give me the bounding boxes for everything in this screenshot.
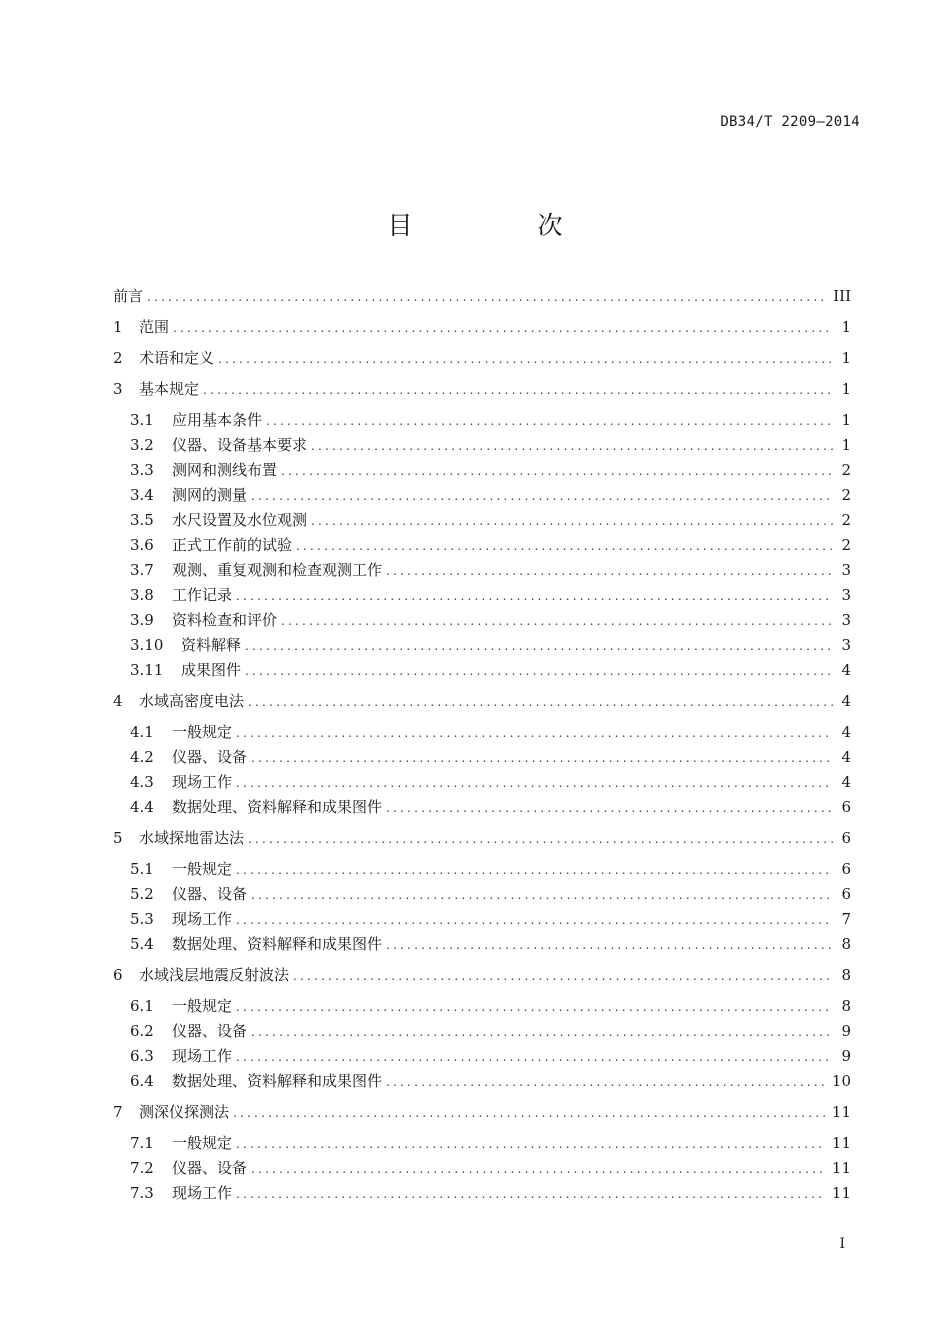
toc-entry-number: 7.2 — [130, 1159, 154, 1177]
toc-entry-label: 现场工作 — [172, 1184, 233, 1202]
toc-entry[interactable] — [130, 770, 851, 794]
dot-leader — [386, 1070, 826, 1094]
toc-entry-page-number: 8 — [841, 966, 851, 984]
toc-entry[interactable] — [130, 882, 851, 906]
toc-entry[interactable] — [130, 658, 851, 682]
toc-entry-label: 范围 — [139, 318, 170, 336]
toc-entry[interactable] — [130, 508, 851, 532]
dot-leader — [236, 584, 833, 608]
toc-entry-number: 6.1 — [130, 997, 154, 1015]
dot-leader — [245, 659, 833, 683]
toc-entry-page-number: 6 — [841, 860, 851, 878]
dot-leader — [251, 1020, 833, 1044]
toc-entry[interactable] — [130, 857, 851, 881]
toc-entry-label: 仪器、设备基本要求 — [172, 436, 308, 454]
toc-entry[interactable] — [130, 1069, 851, 1093]
toc-entry-page-number: 11 — [831, 1134, 851, 1152]
toc-entry-number: 3.3 — [130, 461, 154, 479]
toc-entry[interactable] — [130, 458, 851, 482]
dot-leader — [236, 1182, 826, 1206]
toc-entry-number: 3 — [113, 380, 123, 398]
toc-entry[interactable] — [130, 483, 851, 507]
dot-leader — [251, 746, 833, 770]
toc-entry-label: 现场工作 — [172, 773, 233, 791]
dot-leader — [386, 559, 833, 583]
toc-entry-number: 4.1 — [130, 723, 154, 741]
toc-entry-page-number: 1 — [841, 318, 851, 336]
toc-entry-label: 仪器、设备 — [172, 1159, 248, 1177]
toc-entry-page-number: 1 — [841, 436, 851, 454]
toc-entry-number: 3.2 — [130, 436, 154, 454]
dot-leader — [236, 858, 833, 882]
toc-entry[interactable] — [113, 963, 851, 987]
toc-entry-page-number: 11 — [831, 1103, 851, 1121]
toc-entry[interactable] — [113, 1100, 851, 1124]
toc-entry[interactable] — [130, 1019, 851, 1043]
toc-entry-label: 测网的测量 — [172, 486, 248, 504]
toc-entry-page-number: 4 — [841, 661, 851, 679]
toc-entry-label: 成果图件 — [181, 661, 242, 679]
toc-entry-label: 资料解释 — [181, 636, 242, 654]
toc-entry-number: 7.1 — [130, 1134, 154, 1152]
toc-entry-number: 1 — [113, 318, 123, 336]
dot-leader — [311, 509, 833, 533]
toc-entry-number: 6.4 — [130, 1072, 154, 1090]
toc-entry-label: 观测、重复观测和检查观测工作 — [172, 561, 383, 579]
toc-entry[interactable] — [113, 826, 851, 850]
toc-entry-label: 仪器、设备 — [172, 885, 248, 903]
toc-entry-label: 一般规定 — [172, 723, 233, 741]
dot-leader — [236, 721, 833, 745]
footer-page-number: I — [839, 1236, 845, 1252]
dot-leader — [293, 964, 833, 988]
toc-entry-label: 现场工作 — [172, 1047, 233, 1065]
toc-entry-label: 资料检查和评价 — [172, 611, 278, 629]
toc-entry[interactable] — [113, 346, 851, 370]
toc-entry[interactable] — [113, 315, 851, 339]
toc-entry-label: 一般规定 — [172, 860, 233, 878]
toc-entry[interactable] — [113, 284, 851, 308]
toc-entry-label: 数据处理、资料解释和成果图件 — [172, 1072, 383, 1090]
toc-entry-page-number: 11 — [831, 1184, 851, 1202]
toc-entry-page-number: 1 — [841, 411, 851, 429]
toc-entry-label: 水域探地雷达法 — [139, 829, 245, 847]
toc-entry-page-number: 2 — [841, 536, 851, 554]
toc-entry-number: 3.5 — [130, 511, 154, 529]
toc-entry-page-number: 2 — [841, 461, 851, 479]
toc-entry-label: 工作记录 — [172, 586, 233, 604]
toc-entry-page-number: 3 — [841, 586, 851, 604]
toc-entry-number: 6.3 — [130, 1047, 154, 1065]
toc-entry[interactable] — [113, 689, 851, 713]
toc-entry[interactable] — [130, 533, 851, 557]
toc-entry-page-number: 4 — [841, 692, 851, 710]
dot-leader — [218, 347, 833, 371]
dot-leader — [236, 771, 833, 795]
toc-entry-number: 3.9 — [130, 611, 154, 629]
dot-leader — [296, 534, 833, 558]
toc-entry-page-number: 8 — [841, 935, 851, 953]
toc-entry[interactable] — [130, 1156, 851, 1180]
toc-entry[interactable] — [130, 433, 851, 457]
dot-leader — [203, 378, 833, 402]
toc-entry-number: 5.2 — [130, 885, 154, 903]
toc-entry-number: 4.3 — [130, 773, 154, 791]
toc-entry-number: 3.7 — [130, 561, 154, 579]
toc-entry-page-number: 2 — [841, 511, 851, 529]
toc-entry-page-number: 6 — [841, 829, 851, 847]
toc-entry[interactable] — [130, 1044, 851, 1068]
toc-entry[interactable] — [130, 907, 851, 931]
toc-entry-number: 4 — [113, 692, 123, 710]
dot-leader — [236, 1045, 833, 1069]
toc-entry-label: 测深仪探测法 — [139, 1103, 230, 1121]
dot-leader — [251, 883, 833, 907]
toc-entry-label: 水域浅层地震反射波法 — [139, 966, 290, 984]
toc-entry-label: 仪器、设备 — [172, 1022, 248, 1040]
toc-entry-page-number: 2 — [841, 486, 851, 504]
toc-entry[interactable] — [130, 932, 851, 956]
toc-entry-label: 术语和定义 — [139, 349, 215, 367]
toc-entry-number: 3.4 — [130, 486, 154, 504]
toc-entry-label: 一般规定 — [172, 997, 233, 1015]
toc-entry-page-number: 1 — [841, 380, 851, 398]
toc-entry[interactable] — [130, 583, 851, 607]
dot-leader — [233, 1101, 826, 1125]
toc-entry-number: 3.8 — [130, 586, 154, 604]
toc-entry-page-number: 1 — [841, 349, 851, 367]
toc-entry-number: 5.4 — [130, 935, 154, 953]
toc-entry-page-number: 3 — [841, 611, 851, 629]
toc-entry-page-number: 9 — [841, 1022, 851, 1040]
toc-entry[interactable] — [130, 795, 851, 819]
dot-leader — [251, 1157, 826, 1181]
toc-entry-number: 5.1 — [130, 860, 154, 878]
toc-entry[interactable] — [130, 720, 851, 744]
dot-leader — [251, 484, 833, 508]
toc-entry-number: 5.3 — [130, 910, 154, 928]
toc-entry-page-number: 3 — [841, 636, 851, 654]
toc-entry-label: 一般规定 — [172, 1134, 233, 1152]
toc-entry[interactable] — [130, 745, 851, 769]
toc-entry-number: 3.1 — [130, 411, 154, 429]
toc-entry-page-number: 3 — [841, 561, 851, 579]
toc-entry[interactable] — [130, 1131, 851, 1155]
toc-entry[interactable] — [130, 633, 851, 657]
toc-entry-number: 5 — [113, 829, 123, 847]
toc-entry-label: 数据处理、资料解释和成果图件 — [172, 798, 383, 816]
toc-entry-label: 仪器、设备 — [172, 748, 248, 766]
toc-entry-number: 7 — [113, 1103, 123, 1121]
toc-entry-number: 7.3 — [130, 1184, 154, 1202]
toc-entry-number: 3.6 — [130, 536, 154, 554]
toc-entry-number: 2 — [113, 349, 123, 367]
toc-entry[interactable] — [130, 408, 851, 432]
toc-entry-number: 3.11 — [130, 661, 164, 679]
dot-leader — [245, 634, 833, 658]
toc-entry-page-number: III — [833, 287, 851, 305]
toc-entry-label: 水域高密度电法 — [139, 692, 245, 710]
toc-entry-label: 前言 — [113, 287, 144, 305]
toc-entry-number: 3.10 — [130, 636, 164, 654]
standard-code: DB34/T 2209—2014 — [720, 114, 860, 130]
dot-leader — [386, 933, 833, 957]
toc-entry-page-number: 6 — [841, 885, 851, 903]
toc-entry-number: 6 — [113, 966, 123, 984]
toc-entry-label: 水尺设置及水位观测 — [172, 511, 308, 529]
toc-entry-label: 测网和测线布置 — [172, 461, 278, 479]
toc-entry[interactable] — [113, 377, 851, 401]
dot-leader — [236, 995, 833, 1019]
dot-leader — [311, 434, 833, 458]
toc-entry-page-number: 10 — [831, 1072, 851, 1090]
page-title: 目 次 — [387, 211, 613, 240]
toc-entry-number: 4.2 — [130, 748, 154, 766]
dot-leader — [248, 690, 833, 714]
toc-entry-label: 数据处理、资料解释和成果图件 — [172, 935, 383, 953]
toc-entry[interactable] — [130, 608, 851, 632]
dot-leader — [236, 1132, 826, 1156]
dot-leader — [386, 796, 833, 820]
toc-entry-page-number: 9 — [841, 1047, 851, 1065]
toc-entry[interactable] — [130, 994, 851, 1018]
toc-entry-page-number: 6 — [841, 798, 851, 816]
dot-leader — [281, 459, 833, 483]
dot-leader — [236, 908, 833, 932]
toc-entry-page-number: 4 — [841, 773, 851, 791]
toc-entry-number: 6.2 — [130, 1022, 154, 1040]
dot-leader — [281, 609, 833, 633]
toc-entry-label: 基本规定 — [139, 380, 200, 398]
toc-entry[interactable] — [130, 558, 851, 582]
toc-entry-label: 正式工作前的试验 — [172, 536, 293, 554]
toc-entry[interactable] — [130, 1181, 851, 1205]
toc-entry-page-number: 7 — [841, 910, 851, 928]
dot-leader — [173, 316, 833, 340]
toc-entry-page-number: 11 — [831, 1159, 851, 1177]
dot-leader — [147, 285, 827, 309]
toc-entry-page-number: 8 — [841, 997, 851, 1015]
toc-entry-label: 现场工作 — [172, 910, 233, 928]
dot-leader — [266, 409, 833, 433]
dot-leader — [248, 827, 833, 851]
toc-entry-page-number: 4 — [841, 723, 851, 741]
toc-entry-label: 应用基本条件 — [172, 411, 263, 429]
toc-entry-number: 4.4 — [130, 798, 154, 816]
toc-entry-page-number: 4 — [841, 748, 851, 766]
